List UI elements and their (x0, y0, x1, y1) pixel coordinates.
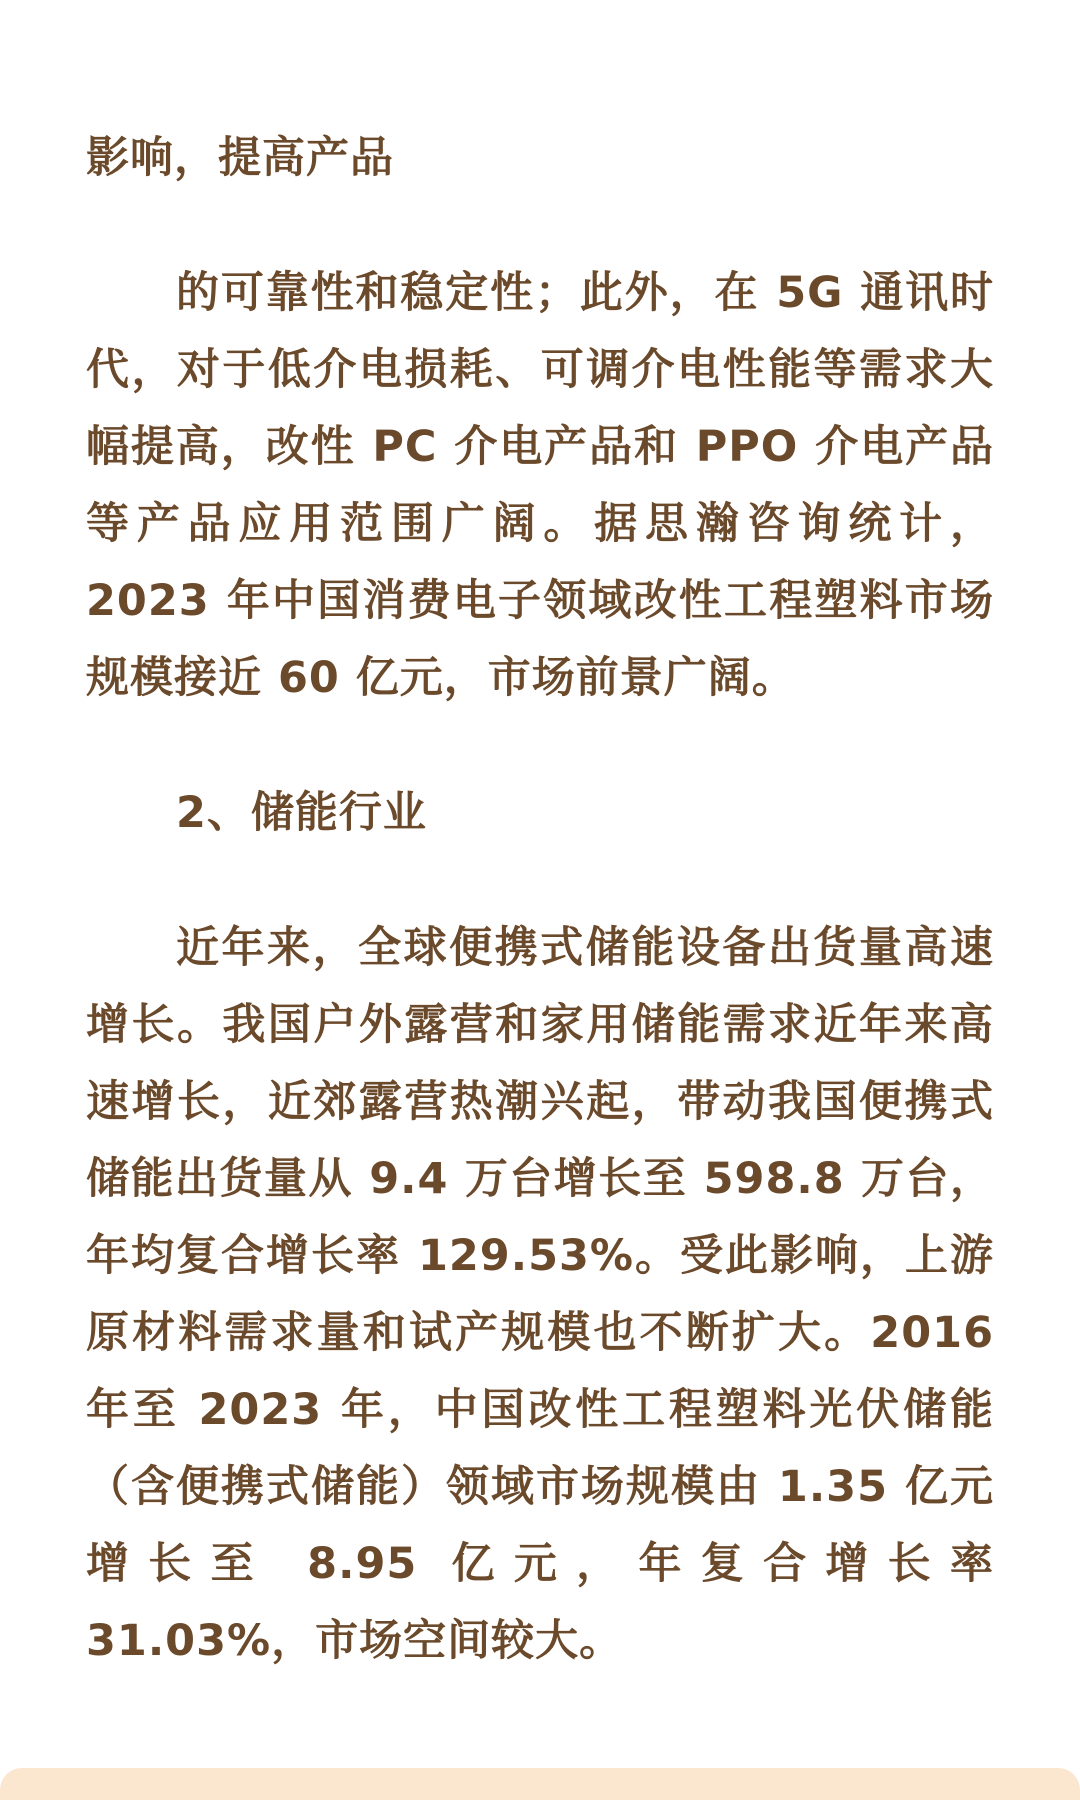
article-body (86, 120, 994, 1680)
paragraph-energy-storage: 近年来，全球便携式储能设备出货量高速增长。我国户外露营和家用储能需求近年来高速增长，近郊露营热潮兴起，带动我国便携式储能出货量从 9.4 万台增长至 598.8 万台，年均复合增长率 129.53%。受此影响，上游原材料需求量和试产规模也不断扩大。2016 年至 2023 年，中国改性工程塑料光伏储能（含便携式储能）领域市场规模由 1.35 亿元增长至 8.95 亿元，年复合增长率 31.03%，市场空间较大。 (86, 923, 994, 1666)
footer-band (0, 1768, 1080, 1800)
paragraph-continuation: 影响，提高产品 (86, 133, 394, 183)
section-heading-energy-storage: 2、储能行业 (176, 788, 427, 838)
paragraph-consumer-electronics: 的可靠性和稳定性；此外，在 5G 通讯时代，对于低介电损耗、可调介电性能等需求大幅提高，改性 PC 介电产品和 PPO 介电产品等产品应用范围广阔。据思瀚咨询统计，2023 年中国消费电子领域改性工程塑料市场规模接近 60 亿元，市场前景广阔。 (86, 268, 994, 703)
